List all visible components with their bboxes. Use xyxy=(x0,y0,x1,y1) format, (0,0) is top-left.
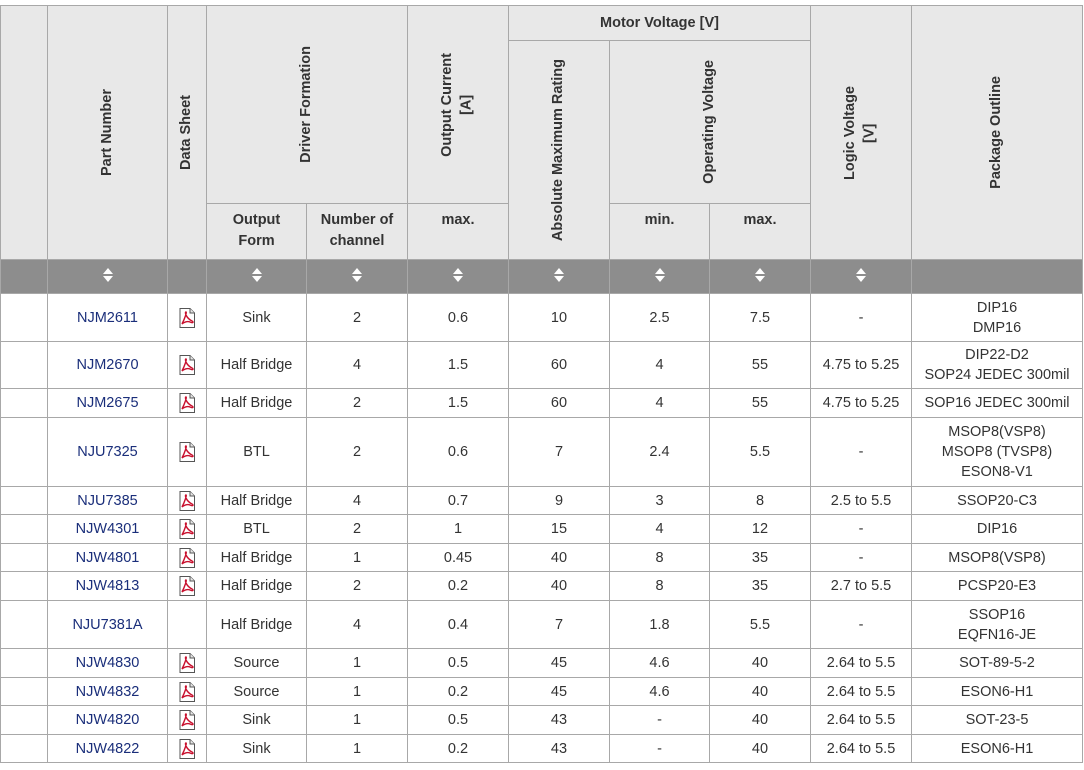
operating-max-cell: 5.5 xyxy=(710,601,811,649)
output-form-cell: Sink xyxy=(207,706,307,735)
datasheet-cell xyxy=(168,544,207,572)
part-number-cell xyxy=(48,418,168,487)
part-number-link[interactable]: NJW4822 xyxy=(75,740,140,757)
absolute-maximum-rating-cell: 40 xyxy=(509,572,610,601)
header-output-current xyxy=(408,6,509,204)
output-current-text: Output Current xyxy=(439,52,456,157)
output-current-cell: 0.5 xyxy=(408,649,509,678)
output-form-cell: BTL xyxy=(207,418,307,487)
absolute-maximum-rating-cell: 9 xyxy=(509,487,610,515)
datasheet-cell xyxy=(168,649,207,678)
sort-blank-package xyxy=(912,260,1083,294)
output-form-cell: Source xyxy=(207,678,307,706)
part-number-cell xyxy=(48,649,168,678)
package-outline-cell xyxy=(912,649,1083,678)
package-name: SSOP20-C3 xyxy=(957,492,1037,509)
package-name: DIP16 xyxy=(976,299,1018,316)
absolute-maximum-rating-cell: 43 xyxy=(509,706,610,735)
part-number-cell xyxy=(48,389,168,418)
sort-output-current[interactable] xyxy=(408,260,509,294)
package-outline-cell xyxy=(912,515,1083,544)
pdf-icon[interactable] xyxy=(178,355,196,375)
row-blank-cell xyxy=(1,735,48,763)
pdf-icon[interactable] xyxy=(178,393,196,413)
row-blank-cell xyxy=(1,572,48,601)
part-number-link[interactable]: NJW4301 xyxy=(75,521,140,537)
header-logic-voltage xyxy=(811,6,912,260)
pdf-icon[interactable] xyxy=(178,710,196,730)
package-outline-cell xyxy=(912,601,1083,649)
table-row xyxy=(1,601,1083,649)
absolute-maximum-rating-cell: 45 xyxy=(509,678,610,706)
number-of-channel-cell: 1 xyxy=(307,706,408,735)
logic-voltage-cell: - xyxy=(811,418,912,487)
header-data-sheet-label: Data Sheet xyxy=(178,95,195,170)
table-row xyxy=(1,572,1083,601)
number-of-channel-cell: 4 xyxy=(307,487,408,515)
header-output-current-label xyxy=(438,53,477,157)
package-outline-cell xyxy=(912,572,1083,601)
sort-arrows-icon[interactable] xyxy=(655,268,665,282)
absolute-maximum-rating-cell: 10 xyxy=(509,294,610,342)
output-form-cell: Half Bridge xyxy=(207,389,307,418)
package-outline-cell xyxy=(912,389,1083,418)
sort-operating-min[interactable] xyxy=(610,260,710,294)
operating-min-cell: 4.6 xyxy=(610,649,710,678)
package-name: ESON6-H1 xyxy=(960,740,1034,757)
row-blank-cell xyxy=(1,544,48,572)
sort-arrows-icon[interactable] xyxy=(252,268,262,282)
row-blank-cell xyxy=(1,515,48,544)
output-form-l2: Form xyxy=(238,233,275,250)
package-outline-cell xyxy=(912,487,1083,515)
package-name: ESON6-H1 xyxy=(960,683,1034,700)
package-outline-cell xyxy=(912,678,1083,706)
table-row xyxy=(1,706,1083,735)
part-number-link[interactable]: NJU7381A xyxy=(72,616,143,633)
logic-voltage-text: Logic Voltage xyxy=(842,85,859,180)
operating-min-cell: 4 xyxy=(610,515,710,544)
operating-min-cell: - xyxy=(610,735,710,763)
logic-voltage-cell: 2.64 to 5.5 xyxy=(811,678,912,706)
row-blank-cell xyxy=(1,601,48,649)
package-name: SOT-89-5-2 xyxy=(959,655,1035,671)
absolute-maximum-rating-cell: 43 xyxy=(509,735,610,763)
number-of-channel-cell: 2 xyxy=(307,515,408,544)
package-name: SSOP16 xyxy=(968,606,1026,623)
operating-min-cell: 1.8 xyxy=(610,601,710,649)
operating-max-cell: 40 xyxy=(710,735,811,763)
header-part-number-label: Part Number xyxy=(98,88,115,177)
header-part-number xyxy=(48,6,168,260)
header-package-outline xyxy=(912,6,1083,260)
part-number-cell xyxy=(48,706,168,735)
output-form-cell: Half Bridge xyxy=(207,601,307,649)
header-package-outline-label: Package Outline xyxy=(988,76,1005,189)
part-number-cell xyxy=(48,544,168,572)
operating-max-cell: 7.5 xyxy=(710,294,811,342)
sort-arrows-icon[interactable] xyxy=(103,268,113,282)
datasheet-cell xyxy=(168,389,207,418)
datasheet-cell xyxy=(168,601,207,649)
number-of-channel-cell: 1 xyxy=(307,735,408,763)
part-number-link[interactable]: NJW4820 xyxy=(75,712,140,728)
datasheet-cell xyxy=(168,572,207,601)
datasheet-cell xyxy=(168,515,207,544)
page-top-edge xyxy=(0,0,1084,4)
output-current-cell: 0.4 xyxy=(408,601,509,649)
logic-voltage-cell: - xyxy=(811,515,912,544)
header-number-of-channel xyxy=(307,204,408,260)
output-current-cell: 1.5 xyxy=(408,342,509,389)
operating-max-cell: 12 xyxy=(710,515,811,544)
output-current-cell: 0.2 xyxy=(408,735,509,763)
output-current-cell: 0.2 xyxy=(408,678,509,706)
number-of-channel-cell: 1 xyxy=(307,678,408,706)
package-outline-cell xyxy=(912,418,1083,487)
sort-row xyxy=(1,260,1083,294)
absolute-maximum-rating-cell: 15 xyxy=(509,515,610,544)
header-operating-voltage-label: Operating Voltage xyxy=(701,60,718,184)
part-number-link[interactable]: NJW4813 xyxy=(75,578,140,594)
sort-blank-datasheet xyxy=(168,260,207,294)
pdf-icon[interactable] xyxy=(178,682,196,702)
row-blank-cell xyxy=(1,649,48,678)
number-of-channel-cell: 4 xyxy=(307,342,408,389)
motor-driver-spec-table xyxy=(0,5,1083,763)
output-form-cell: Sink xyxy=(207,735,307,763)
part-number-link[interactable]: NJM2670 xyxy=(76,357,139,373)
part-number-link[interactable]: NJW4830 xyxy=(75,655,140,671)
datasheet-cell xyxy=(168,706,207,735)
output-current-cell: 0.2 xyxy=(408,572,509,601)
package-name: PCSP20-E3 xyxy=(957,578,1037,594)
logic-voltage-cell: 4.75 to 5.25 xyxy=(811,342,912,389)
datasheet-cell xyxy=(168,735,207,763)
table-row xyxy=(1,418,1083,487)
part-number-cell xyxy=(48,678,168,706)
part-number-cell xyxy=(48,601,168,649)
absolute-maximum-rating-cell: 60 xyxy=(509,389,610,418)
sort-arrows-icon[interactable] xyxy=(453,268,463,282)
logic-voltage-cell: 4.75 to 5.25 xyxy=(811,389,912,418)
channels-l1: Number of xyxy=(320,212,394,228)
output-current-cell: 1 xyxy=(408,515,509,544)
package-outline-cell xyxy=(912,735,1083,763)
row-blank-cell xyxy=(1,418,48,487)
package-outline-cell xyxy=(912,544,1083,572)
package-name: MSOP8(VSP8) xyxy=(948,424,1046,440)
table-row xyxy=(1,735,1083,763)
sort-arrows-icon[interactable] xyxy=(352,268,362,282)
datasheet-cell xyxy=(168,678,207,706)
number-of-channel-cell: 2 xyxy=(307,294,408,342)
part-number-cell xyxy=(48,572,168,601)
table-row xyxy=(1,342,1083,389)
part-number-link[interactable]: NJU7325 xyxy=(77,444,138,460)
header-motor-voltage: Motor Voltage [V] xyxy=(509,6,811,41)
operating-max-cell: 55 xyxy=(710,389,811,418)
sort-output-form[interactable] xyxy=(207,260,307,294)
header-logic-voltage-label xyxy=(841,86,880,180)
output-form-cell: Sink xyxy=(207,294,307,342)
header-blank xyxy=(1,6,48,260)
package-name: ESON8-V1 xyxy=(961,464,1033,480)
sort-arrows-icon[interactable] xyxy=(755,268,765,282)
number-of-channel-cell: 2 xyxy=(307,389,408,418)
operating-max-cell: 55 xyxy=(710,342,811,389)
number-of-channel-cell: 4 xyxy=(307,601,408,649)
logic-voltage-cell: - xyxy=(811,601,912,649)
package-name: DMP16 xyxy=(972,319,1022,336)
operating-max-cell: 40 xyxy=(710,649,811,678)
number-of-channel-cell: 2 xyxy=(307,572,408,601)
table-row xyxy=(1,544,1083,572)
operating-min-cell: 4.6 xyxy=(610,678,710,706)
pdf-icon[interactable] xyxy=(178,491,196,511)
operating-min-cell: 8 xyxy=(610,572,710,601)
operating-max-cell: 35 xyxy=(710,544,811,572)
output-form-cell: BTL xyxy=(207,515,307,544)
operating-max-cell: 40 xyxy=(710,706,811,735)
package-outline-cell xyxy=(912,342,1083,389)
pdf-icon[interactable] xyxy=(178,739,196,759)
row-blank-cell xyxy=(1,706,48,735)
header-driver-formation xyxy=(207,6,408,204)
output-form-cell: Half Bridge xyxy=(207,544,307,572)
part-number-cell xyxy=(48,342,168,389)
absolute-maximum-rating-cell: 7 xyxy=(509,418,610,487)
logic-voltage-unit: [V] xyxy=(862,122,878,143)
output-current-cell: 0.7 xyxy=(408,487,509,515)
header-operating-min: min. xyxy=(610,204,710,260)
datasheet-cell xyxy=(168,294,207,342)
part-number-link[interactable]: NJU7385 xyxy=(77,492,138,509)
output-current-cell: 0.6 xyxy=(408,294,509,342)
part-number-cell xyxy=(48,294,168,342)
datasheet-cell xyxy=(168,418,207,487)
row-blank-cell xyxy=(1,678,48,706)
package-name: SOT-23-5 xyxy=(965,712,1029,728)
absolute-maximum-rating-cell: 45 xyxy=(509,649,610,678)
package-outline-cell xyxy=(912,294,1083,342)
sort-absolute-maximum-rating[interactable] xyxy=(509,260,610,294)
logic-voltage-cell: 2.5 to 5.5 xyxy=(811,487,912,515)
pdf-icon[interactable] xyxy=(178,653,196,673)
operating-min-cell: 8 xyxy=(610,544,710,572)
part-number-cell xyxy=(48,487,168,515)
row-blank-cell xyxy=(1,342,48,389)
pdf-icon[interactable] xyxy=(178,548,196,568)
operating-min-cell: 2.5 xyxy=(610,294,710,342)
absolute-maximum-rating-cell: 7 xyxy=(509,601,610,649)
output-current-cell: 0.5 xyxy=(408,706,509,735)
operating-min-cell: 2.4 xyxy=(610,418,710,487)
logic-voltage-cell: 2.64 to 5.5 xyxy=(811,706,912,735)
operating-min-cell: 4 xyxy=(610,342,710,389)
sort-arrows-icon[interactable] xyxy=(856,268,866,282)
table-row xyxy=(1,294,1083,342)
output-form-cell: Source xyxy=(207,649,307,678)
package-name: DIP22-D2 xyxy=(965,347,1029,363)
operating-max-cell: 40 xyxy=(710,678,811,706)
part-number-link[interactable]: NJW4832 xyxy=(75,683,140,700)
table-header xyxy=(1,6,1083,294)
table-row xyxy=(1,678,1083,706)
logic-voltage-cell: - xyxy=(811,294,912,342)
operating-max-cell: 5.5 xyxy=(710,418,811,487)
sort-logic-voltage[interactable] xyxy=(811,260,912,294)
logic-voltage-cell: 2.64 to 5.5 xyxy=(811,735,912,763)
header-absolute-maximum-rating xyxy=(509,41,610,260)
header-driver-formation-label: Driver Formation xyxy=(298,46,315,163)
table-body xyxy=(1,294,1083,763)
pdf-icon[interactable] xyxy=(178,442,196,462)
sort-part-number[interactable] xyxy=(48,260,168,294)
package-name: MSOP8 (TVSP8) xyxy=(941,444,1053,460)
part-number-link[interactable]: NJM2675 xyxy=(76,395,139,411)
number-of-channel-cell: 2 xyxy=(307,418,408,487)
header-operating-voltage xyxy=(610,41,811,204)
sort-arrows-icon[interactable] xyxy=(554,268,564,282)
package-name: EQFN16-JE xyxy=(957,626,1037,643)
header-output-current-max: max. xyxy=(408,204,509,260)
number-of-channel-cell: 1 xyxy=(307,649,408,678)
header-data-sheet xyxy=(168,6,207,260)
datasheet-cell xyxy=(168,487,207,515)
table-row xyxy=(1,649,1083,678)
operating-max-cell: 8 xyxy=(710,487,811,515)
datasheet-cell xyxy=(168,342,207,389)
row-blank-cell xyxy=(1,294,48,342)
pdf-icon[interactable] xyxy=(178,308,196,328)
table-row xyxy=(1,487,1083,515)
header-abs-max-label: Absolute Maximum Rating xyxy=(550,58,567,242)
operating-min-cell: 4 xyxy=(610,389,710,418)
output-current-unit: [A] xyxy=(459,94,475,115)
output-current-cell: 1.5 xyxy=(408,389,509,418)
output-form-cell: Half Bridge xyxy=(207,487,307,515)
channels-l2: channel xyxy=(329,233,385,250)
package-outline-cell xyxy=(912,706,1083,735)
sort-number-of-channel[interactable] xyxy=(307,260,408,294)
part-number-link[interactable]: NJM2611 xyxy=(77,309,138,326)
logic-voltage-cell: 2.7 to 5.5 xyxy=(811,572,912,601)
logic-voltage-cell: - xyxy=(811,544,912,572)
table-row xyxy=(1,389,1083,418)
pdf-icon[interactable] xyxy=(178,519,196,539)
number-of-channel-cell: 1 xyxy=(307,544,408,572)
header-operating-max: max. xyxy=(710,204,811,260)
output-current-cell: 0.45 xyxy=(408,544,509,572)
absolute-maximum-rating-cell: 60 xyxy=(509,342,610,389)
row-blank-cell xyxy=(1,389,48,418)
package-name: DIP16 xyxy=(976,521,1018,537)
row-blank-cell xyxy=(1,487,48,515)
output-form-cell: Half Bridge xyxy=(207,572,307,601)
output-form-l1: Output xyxy=(232,212,281,228)
operating-min-cell: 3 xyxy=(610,487,710,515)
package-name: SOP16 JEDEC 300mil xyxy=(924,395,1070,411)
package-name: SOP24 JEDEC 300mil xyxy=(924,367,1070,383)
output-current-cell: 0.6 xyxy=(408,418,509,487)
sort-operating-max[interactable] xyxy=(710,260,811,294)
part-number-cell xyxy=(48,515,168,544)
absolute-maximum-rating-cell: 40 xyxy=(509,544,610,572)
operating-min-cell: - xyxy=(610,706,710,735)
operating-max-cell: 35 xyxy=(710,572,811,601)
header-output-form xyxy=(207,204,307,260)
part-number-cell xyxy=(48,735,168,763)
part-number-link[interactable]: NJW4801 xyxy=(75,549,140,566)
table-row xyxy=(1,515,1083,544)
package-name: MSOP8(VSP8) xyxy=(948,549,1046,566)
pdf-icon[interactable] xyxy=(178,576,196,596)
sort-blank xyxy=(1,260,48,294)
output-form-cell: Half Bridge xyxy=(207,342,307,389)
logic-voltage-cell: 2.64 to 5.5 xyxy=(811,649,912,678)
